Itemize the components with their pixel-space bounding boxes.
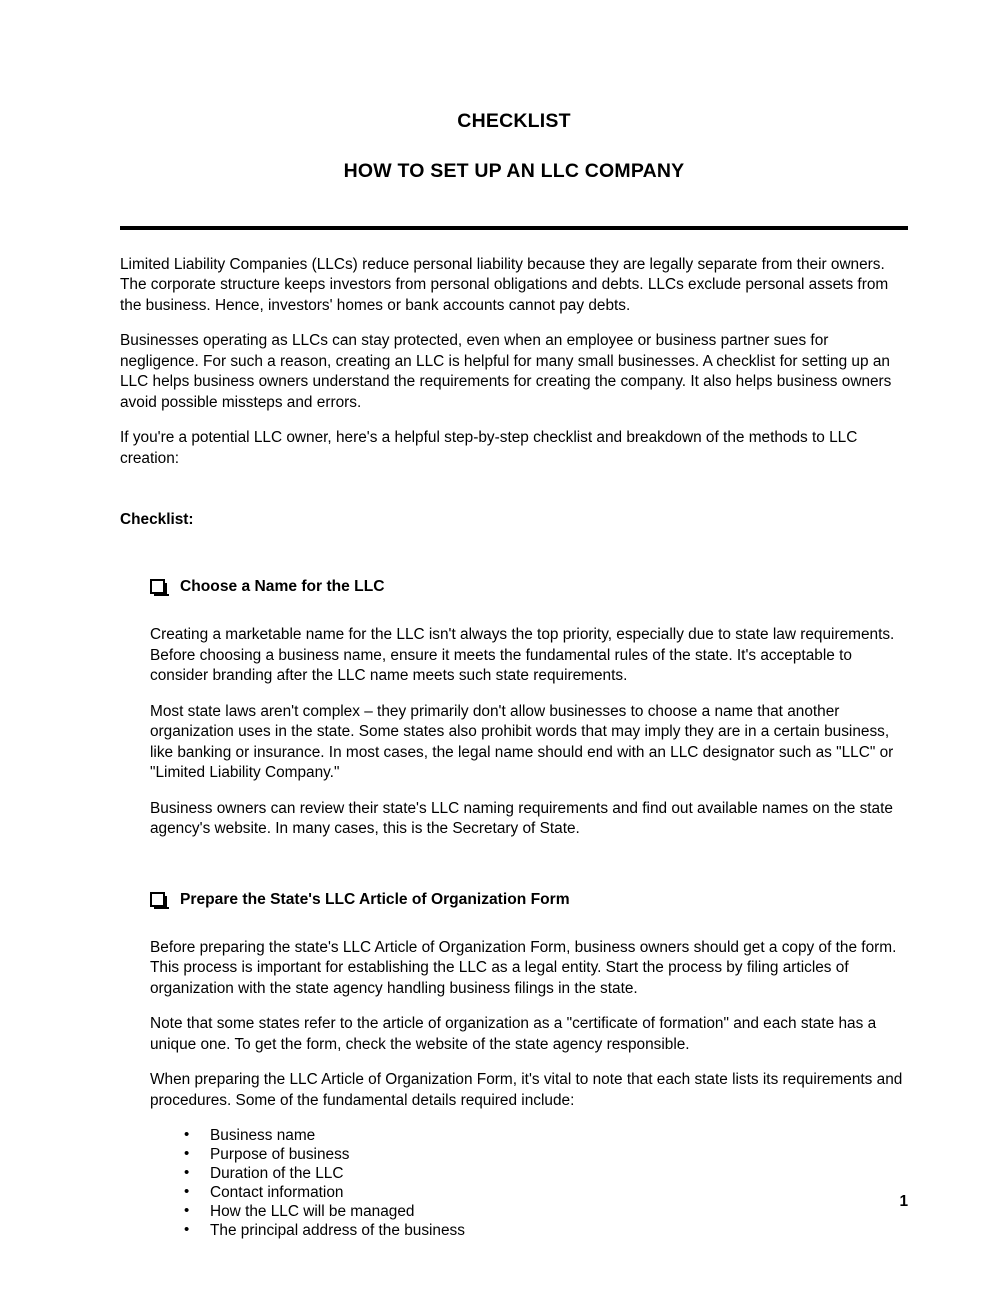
list-item: • How the LLC will be managed <box>150 1202 908 1221</box>
section-2-paragraph-1: Before preparing the state's LLC Article of Organization Form, business owners should get a copy of the form. This process is important for establishing the LLC as a legal entity. Start the process by filing articles of organization with the state agency handling business filings in the state. <box>150 938 897 997</box>
page-number: 1 <box>899 1193 908 1210</box>
checklist-section-choose-a-name <box>120 577 908 840</box>
section-1-paragraph-2: Most state laws aren't complex – they primarily don't allow businesses to choose a name that another organization uses in the state. Some states also prohibit words that may imply they are in a certain business, like banking or insurance. In most cases, the legal name should end with an LLC designator such as "LLC" or "Limited Liability Company." <box>150 702 894 782</box>
list-item: • The principal address of the business <box>150 1221 908 1240</box>
intro-paragraph-2: Businesses operating as LLCs can stay protected, even when an employee or business partner sues for negligence. For such a reason, creating an LLC is helpful for many small businesses. A checklist for setting up an LLC helps business owners understand the requirements for creating the company. It also helps business owners avoid possible missteps and errors. <box>120 332 892 411</box>
section-2-paragraph-2: Note that some states refer to the article of organization as a "certificate of formation" and each state has a unique one. To get the form, check the website of the state agency responsible. <box>150 1015 877 1053</box>
checkbox-icon[interactable] <box>150 579 165 594</box>
checklist-item-heading[interactable] <box>150 890 908 909</box>
intro-paragraph-1: Limited Liability Companies (LLCs) reduce personal liability because they are legally separate from their owners. The corporate structure keeps investors from personal obligations and debts. LLCs exclude personal assets from the business. Hence, investors' homes or bank accounts cannot pay debts. <box>120 255 889 314</box>
list-item: • Contact information <box>150 1183 908 1202</box>
section-1-paragraph-3: Business owners can review their state's LLC naming requirements and find out available names on the state agency's website. In many cases, this is the Secretary of State. <box>150 799 893 838</box>
section-2-paragraph-3: When preparing the LLC Article of Organization Form, it's vital to note that each state lists its requirements and procedures. Some of the fundamental details required include: <box>150 1071 903 1109</box>
checklist-item-label: Prepare the State's LLC Article of Organization Form <box>180 890 570 908</box>
checkbox-icon[interactable] <box>150 892 165 907</box>
section-1-paragraph-1: Creating a marketable name for the LLC isn't always the top priority, especially due to state law requirements. Before choosing a business name, ensure it meets the fundamental rules of the state. It's acceptable to consider branding after the LLC name meets such state requirements. <box>150 626 895 685</box>
page-subtitle: HOW TO SET UP AN LLC COMPANY <box>343 160 685 183</box>
list-item: • Purpose of business <box>150 1145 908 1164</box>
intro-section <box>120 255 908 470</box>
checklist-section-body <box>150 938 908 1241</box>
required-details-list <box>150 1126 908 1240</box>
checklist-item-label: Choose a Name for the LLC <box>180 578 385 596</box>
checklist-section-body <box>150 625 908 840</box>
page-title: CHECKLIST <box>457 110 571 132</box>
list-item: • Business name <box>150 1126 908 1145</box>
checklist-item-heading[interactable] <box>150 577 908 596</box>
checklist-section-prepare-articles <box>120 890 908 1241</box>
checklist-label: Checklist: <box>120 511 194 529</box>
intro-paragraph-3: If you're a potential LLC owner, here's a helpful step-by-step checklist and breakdown of the methods to LLC creation: <box>120 429 858 467</box>
list-item: • Duration of the LLC <box>150 1164 908 1183</box>
document-content <box>120 0 908 1240</box>
header-divider-rule <box>120 226 908 230</box>
